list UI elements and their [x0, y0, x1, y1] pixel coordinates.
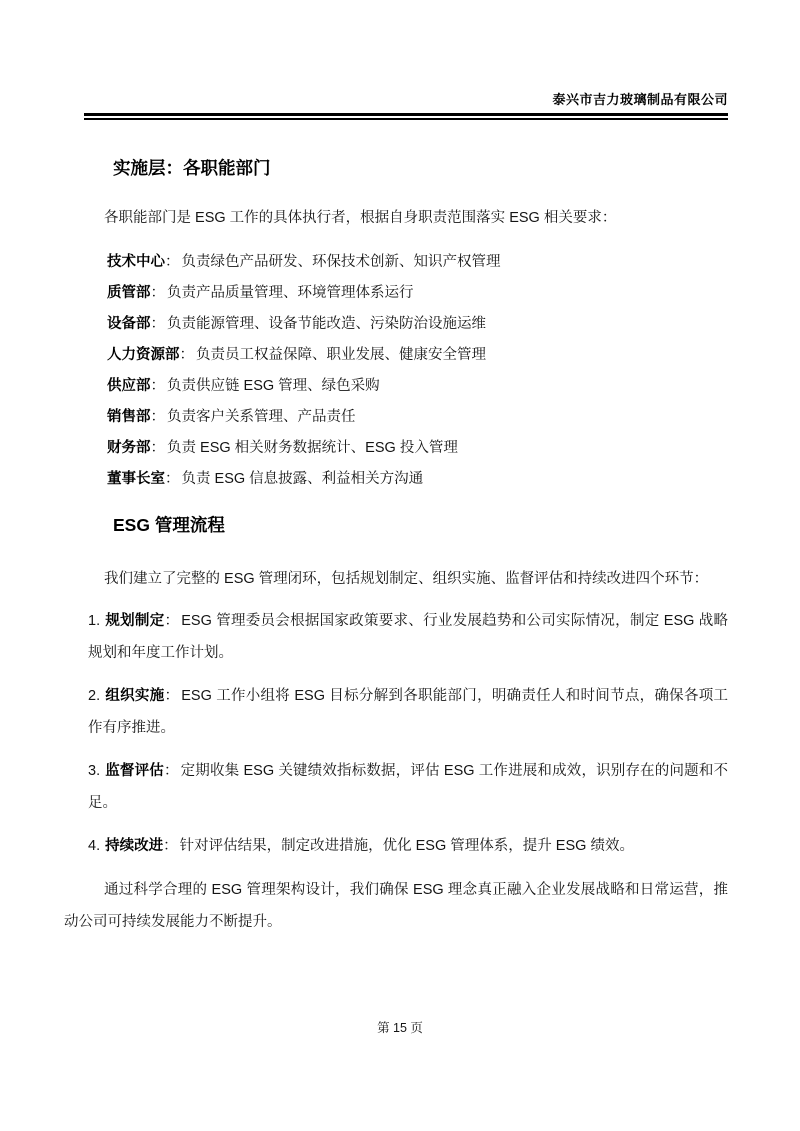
department-duty: 负责供应链 ESG 管理、绿色采购 [167, 378, 380, 394]
step-number: 4. [88, 838, 101, 854]
department-item [107, 433, 728, 464]
colon-separator: ： [150, 285, 165, 301]
colon-separator: ： [165, 254, 180, 270]
closing-paragraph: 通过科学合理的 ESG 管理架构设计，我们确保 ESG 理念真正融入企业发展战略和日常运营，推动公司可持续发展能力不断提升。 [64, 882, 728, 930]
process-step [88, 830, 728, 862]
process-step [88, 605, 728, 669]
page-number: 第 15 页 [377, 1021, 423, 1035]
department-item [107, 340, 728, 371]
department-duty: 负责能源管理、设备节能改造、污染防治设施运维 [167, 316, 486, 332]
department-name: 人力资源部 [107, 347, 180, 363]
department-name: 质管部 [107, 285, 151, 301]
document-header [64, 0, 728, 108]
colon-separator: ： [165, 471, 180, 487]
department-list [64, 247, 728, 495]
department-duty: 负责员工权益保障、职业发展、健康安全管理 [196, 347, 486, 363]
step-description: 定期收集 ESG 关键绩效指标数据，评估 ESG 工作进展和成效，识别存在的问题和不足。 [88, 763, 728, 811]
colon-separator: ： [150, 316, 165, 332]
step-number: 1. [88, 613, 101, 629]
process-intro: 我们建立了完整的 ESG 管理闭环，包括规划制定、组织实施、监督评估和持续改进四个环节： [104, 571, 709, 587]
step-number: 3. [88, 763, 101, 779]
department-duty: 负责产品质量管理、环境管理体系运行 [167, 285, 414, 301]
colon-separator: ： [163, 763, 179, 779]
header-double-rule [84, 113, 728, 120]
department-item [107, 464, 728, 495]
implementation-intro: 各职能部门是 ESG 工作的具体执行者，根据自身职责范围落实 ESG 相关要求： [104, 210, 617, 226]
step-name: 规划制定 [105, 613, 165, 629]
department-duty: 负责 ESG 信息披露、利益相关方沟通 [181, 471, 424, 487]
process-step [88, 755, 728, 819]
department-item [107, 278, 728, 309]
colon-separator: ： [150, 378, 165, 394]
page-footer [0, 1018, 800, 1036]
department-name: 技术中心 [107, 254, 165, 270]
department-name: 供应部 [107, 378, 151, 394]
process-steps [64, 605, 728, 862]
department-item [107, 309, 728, 340]
section-title-process: ESG 管理流程 [113, 515, 225, 535]
department-name: 财务部 [107, 440, 151, 456]
department-name: 董事长室 [107, 471, 165, 487]
colon-separator: ： [150, 409, 165, 425]
department-item [107, 371, 728, 402]
step-description: 针对评估结果，制定改进措施，优化 ESG 管理体系，提升 ESG 绩效。 [179, 838, 634, 854]
colon-separator: ： [163, 838, 178, 854]
colon-separator: ： [164, 613, 180, 629]
department-name: 设备部 [107, 316, 151, 332]
company-name: 泰兴市吉力玻璃制品有限公司 [552, 92, 728, 107]
department-name: 销售部 [107, 409, 151, 425]
step-name: 监督评估 [105, 763, 164, 779]
colon-separator: ： [179, 347, 194, 363]
step-name: 持续改进 [105, 838, 164, 854]
colon-separator: ： [150, 440, 165, 456]
department-item [107, 247, 728, 278]
department-duty: 负责 ESG 相关财务数据统计、ESG 投入管理 [167, 440, 458, 456]
step-number: 2. [88, 688, 101, 704]
department-item [107, 402, 728, 433]
process-step [88, 680, 728, 744]
colon-separator: ： [164, 688, 180, 704]
department-duty: 负责绿色产品研发、环保技术创新、知识产权管理 [181, 254, 501, 270]
step-description: ESG 工作小组将 ESG 目标分解到各职能部门，明确责任人和时间节点，确保各项工作有序推进。 [88, 688, 729, 736]
section-title-implementation: 实施层：各职能部门 [113, 158, 271, 178]
step-description: ESG 管理委员会根据国家政策要求、行业发展趋势和公司实际情况，制定 ESG 战略规划和年度工作计划。 [88, 613, 729, 661]
step-name: 组织实施 [105, 688, 165, 704]
department-duty: 负责客户关系管理、产品责任 [167, 409, 356, 425]
